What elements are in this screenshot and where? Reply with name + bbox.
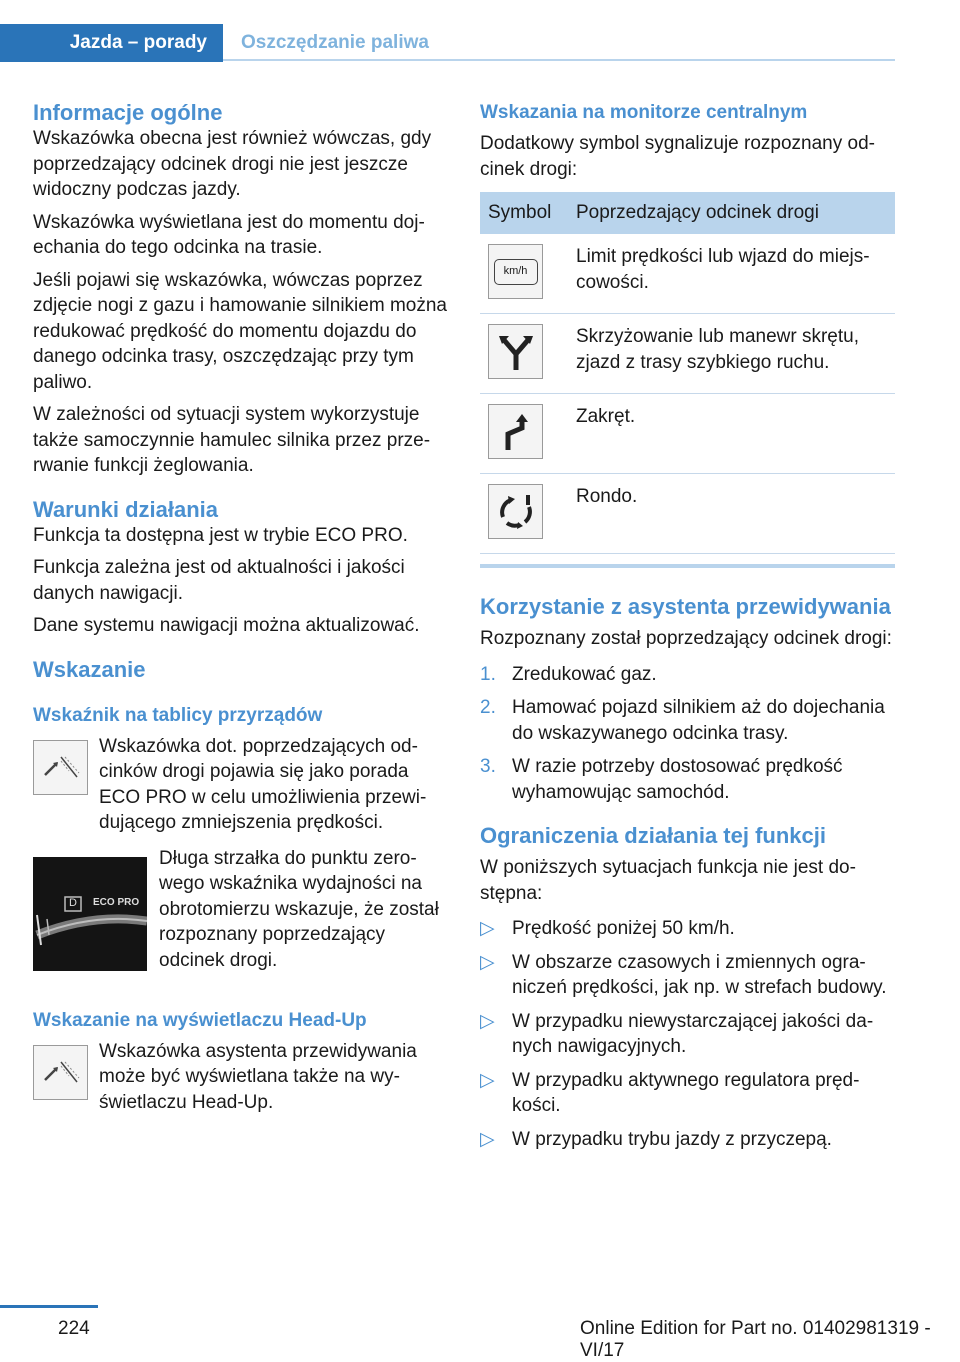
- list-item: [480, 662, 895, 688]
- bullet-icon: ▷: [480, 1069, 495, 1091]
- table-header-section: Poprzedzający odcinek drogi: [568, 192, 895, 234]
- instrument-hint-block: [33, 734, 448, 836]
- paragraph: Dodatkowy symbol sygnalizuje rozpoznany odcinek drogi:: [480, 133, 875, 180]
- paragraph: Rozpoznany został poprzedzający odcinek drogi:: [480, 628, 892, 649]
- cluster-block: [33, 847, 448, 982]
- step-number: 3.: [480, 756, 496, 777]
- edition-note: Online Edition for Part no. 01402981319 - VI/17: [580, 1318, 931, 1361]
- list-item: [480, 1009, 895, 1060]
- speed-limit-kmh-icon: [488, 244, 543, 299]
- list-item: [480, 695, 895, 746]
- section-divider: [480, 564, 895, 568]
- table-cell-text: Rondo.: [568, 474, 895, 554]
- list-item: [480, 950, 895, 1001]
- cluster-gear-label: D: [69, 896, 77, 909]
- heading-central-monitor: Wskazania na monitorze centralnym: [480, 102, 808, 123]
- header-tabs: [0, 24, 895, 62]
- paragraph: W poniższych sytuacjach funkcja nie jest dostępna:: [480, 857, 856, 904]
- step-number: 2.: [480, 697, 496, 718]
- head-up-hint-icon: [33, 1045, 88, 1100]
- kmh-label: km/h: [494, 259, 538, 285]
- steps-list: [480, 662, 895, 806]
- table-row: [480, 474, 895, 554]
- list-item: [480, 1068, 895, 1119]
- heading-instrument-cluster: Wskaźnik na tablicy przyrządów: [33, 704, 323, 726]
- table-header-row: [480, 192, 895, 234]
- step-number: 1.: [480, 663, 496, 685]
- table-row: [480, 394, 895, 474]
- limits-list: [480, 916, 895, 1152]
- paragraph: W zależności od sytuacji system wykorzystuje także samoczynnie hamulec silnika przez przerwanie funkcji żeglowania.: [33, 404, 431, 476]
- paragraph: Długa strzałka do punktu zerowego wskaźnika wydajności na obrotomierzu wskazuje, że został rozpoznany poprzedzający odcinek drogi.: [159, 847, 439, 971]
- header-divider: [223, 59, 895, 61]
- tab-jazda-porady[interactable]: Jazda – porady: [0, 24, 223, 62]
- limit-text: Prędkość poniżej 50 km/h.: [512, 918, 735, 939]
- curve-icon: [488, 404, 543, 459]
- list-item: [480, 754, 895, 805]
- heading-use-assistant: Korzystanie z asystenta przewidywania: [480, 594, 891, 619]
- paragraph: Wskazówka wyświetlana jest do momentu dojechania do tego odcinka na trasie.: [33, 211, 425, 258]
- paragraph: Funkcja zależna jest od aktualności i jakości danych nawigacji.: [33, 557, 405, 604]
- paragraph: Wskazówka dot. poprzedzających odcinków drogi pojawia się jako porada ECO PRO w celu umożliwienia przewidującego zmniejszenia prędkości.: [99, 735, 427, 833]
- footer-accent-bar: [0, 1305, 98, 1308]
- heading-display: Wskazanie: [33, 656, 146, 682]
- table-row: [480, 234, 895, 314]
- bullet-icon: ▷: [480, 1128, 495, 1150]
- right-column: [480, 100, 895, 1160]
- heading-conditions: Warunki działania: [33, 496, 219, 522]
- heading-head-up: Wskazanie na wyświetlaczu Head-Up: [33, 1009, 367, 1031]
- table-cell-text: Skrzyżowanie lub manewr skrętu, zjazd z trasy szybkiego ruchu.: [568, 314, 895, 394]
- heading-general: Informacje ogólne: [33, 100, 223, 125]
- eco-pro-hint-icon: [33, 740, 88, 795]
- paragraph: Dane systemu nawigacji można aktualizować.: [33, 615, 420, 636]
- table-cell-text: Zakręt.: [568, 394, 895, 474]
- paragraph: Wskazówka asystenta przewidywania może być wyświetlana także na wyświetlaczu Head-Up.: [99, 1040, 417, 1113]
- limit-text: W przypadku aktywnego regulatora prędkości.: [512, 1069, 860, 1116]
- paragraph: Wskazówka obecna jest również wówczas, gdy poprzedzający odcinek drogi nie jest jeszcze widoczny podczas jazdy.: [33, 128, 432, 200]
- cluster-mode-label: ECO PRO: [93, 896, 140, 908]
- heading-limits: Ograniczenia działania tej funkcji: [480, 823, 826, 848]
- paragraph: Funkcja ta dostępna jest w trybie ECO PRO.: [33, 524, 408, 546]
- step-text: Hamować pojazd silnikiem aż do dojechania do wskazywanego odcinka trasy.: [512, 697, 885, 744]
- step-text: W razie potrzeby dostosować prędkość wyhamowując samochód.: [512, 756, 843, 803]
- tab-oszczedzanie-paliwa[interactable]: Oszczędzanie paliwa: [241, 32, 429, 53]
- left-column: [33, 100, 448, 1122]
- cluster-image: [33, 857, 147, 971]
- table-row: [480, 314, 895, 394]
- bullet-icon: ▷: [480, 1010, 495, 1032]
- limit-text: W przypadku niewystarczającej jakości danych nawigacyjnych.: [512, 1010, 874, 1057]
- limit-text: W obszarze czasowych i zmiennych ograniczeń prędkości, jak np. w strefach budowy.: [512, 951, 887, 998]
- bullet-icon: ▷: [480, 918, 495, 939]
- paragraph: Jeśli pojawi się wskazówka, wówczas poprzez zdjęcie nogi z gazu i hamowanie silnikiem można redukować prędkość do momentu dojazdu do danego odcinka trasy, oszczędzając przy tym paliwo.: [33, 269, 447, 393]
- step-text: Zredukować gaz.: [512, 663, 657, 685]
- limit-text: W przypadku trybu jazdy z przyczepą.: [512, 1128, 832, 1150]
- list-item: [480, 1127, 895, 1153]
- junction-icon: [488, 324, 543, 379]
- bullet-icon: ▷: [480, 951, 495, 973]
- roundabout-icon: [488, 484, 543, 539]
- symbol-table: [480, 192, 895, 554]
- table-cell-text: Limit prędkości lub wjazd do miejscowości.: [568, 234, 895, 314]
- page-number: 224: [58, 1318, 90, 1339]
- table-header-symbol: Symbol: [480, 192, 568, 234]
- list-item: [480, 916, 895, 942]
- headup-hint-block: [33, 1039, 448, 1116]
